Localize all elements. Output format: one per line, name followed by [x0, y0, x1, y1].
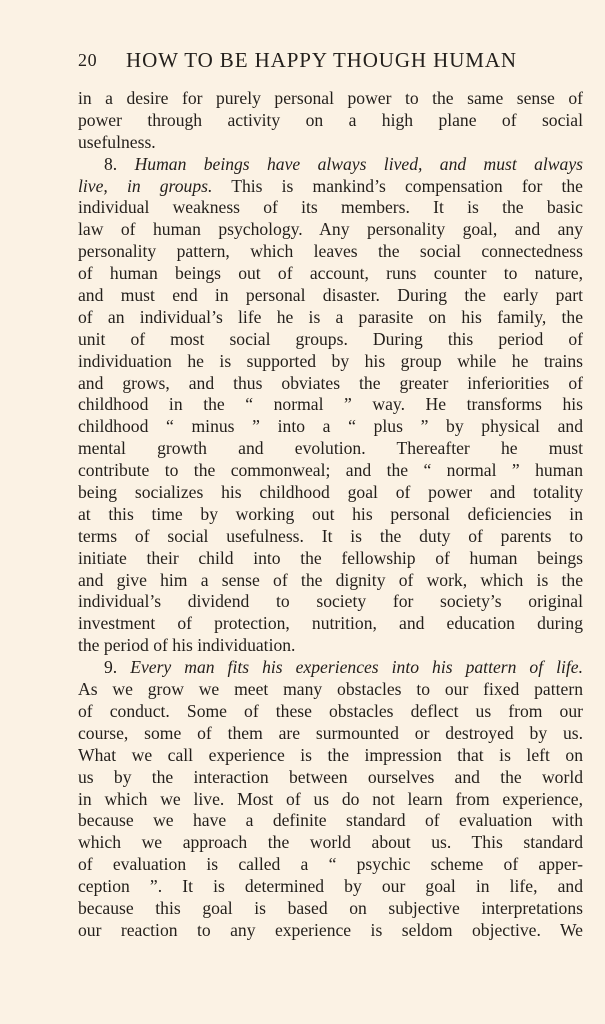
- text-line: power through activity on a high plane of social: [78, 109, 583, 130]
- text-line: individual weakness of its members. It is the basic: [78, 197, 583, 218]
- text-line: usefulness.: [78, 131, 156, 152]
- text-line: of an individual’s life he is a parasite on his family, the: [78, 306, 583, 327]
- text-line: ception ”. It is determined by our goal in life, and: [78, 876, 583, 897]
- paragraph-number: 9.: [104, 657, 118, 678]
- text-line: investment of protection, nutrition, and education during: [78, 613, 583, 634]
- italic-phrase: Every man fits his experiences into his pattern of life.: [130, 657, 583, 678]
- text-line: and grows, and thus obviates the greater inferiorities of: [78, 372, 583, 393]
- text-line: of evaluation is called a “ psychic scheme of apper-: [78, 854, 583, 875]
- text-line: mental growth and evolution. Thereafter he must: [78, 438, 583, 459]
- text-line: childhood “ minus ” into a “ plus ” by physical and: [78, 416, 583, 437]
- italic-phrase: and must always: [439, 153, 583, 174]
- text-line: [78, 176, 583, 198]
- page-number: 20: [78, 50, 98, 70]
- italic-phrase: in groups.: [126, 175, 213, 196]
- text-line: [78, 154, 583, 176]
- text-line: law of human psychology. Any personality goal, and any: [78, 219, 583, 240]
- text-line: and must end in personal disaster. During the early part: [78, 285, 583, 306]
- text-line: the period of his individuation.: [78, 635, 296, 656]
- text-line: because this goal is based on subjective interpretations: [78, 897, 583, 918]
- text-line: contribute to the commonweal; and the “ normal ” human: [78, 460, 583, 481]
- body-text: [78, 88, 583, 942]
- text-line: unit of most social groups. During this period of: [78, 328, 583, 349]
- text-line: of conduct. Some of these obstacles deflect us from our: [78, 700, 583, 721]
- text-line: course, some of them are surmounted or destroyed by us.: [78, 722, 583, 743]
- text-line: As we grow we meet many obstacles to our fixed pattern: [78, 679, 583, 700]
- text-line: being socializes his childhood goal of power and totality: [78, 482, 583, 503]
- text-line: initiate their child into the fellowship of human beings: [78, 547, 583, 568]
- text-line: terms of social usefulness. It is the duty of parents to: [78, 525, 583, 546]
- text-line: and give him a sense of the dignity of work, which is the: [78, 569, 583, 590]
- running-title: HOW TO BE HAPPY THOUGH HUMAN: [126, 48, 517, 72]
- text-line: our reaction to any experience is seldom objective. We: [78, 919, 583, 940]
- text-line: us by the interaction between ourselves and the world: [78, 766, 583, 787]
- text-line: childhood in the “ normal ” way. He transforms his: [78, 394, 583, 415]
- paragraph-number: 8.: [104, 153, 118, 174]
- text-line: because we have a definite standard of evaluation with: [78, 810, 583, 831]
- text-line: personality pattern, which leaves the social connectedness: [78, 241, 583, 262]
- text-line: [78, 657, 583, 679]
- text-line: at this time by working out his personal deficiencies in: [78, 503, 583, 524]
- text-line: in a desire for purely personal power to the same sense of: [78, 88, 583, 108]
- text-line: in which we live. Most of us do not learn from experience,: [78, 788, 583, 809]
- text-fragment: This is mankind’s compensation for the: [231, 175, 583, 196]
- text-line: What we call experience is the impression that is left on: [78, 744, 583, 765]
- running-head: [78, 46, 580, 80]
- italic-phrase: Human beings have always lived,: [134, 153, 423, 174]
- italic-phrase: live,: [78, 175, 108, 196]
- text-line: of human beings out of account, runs counter to nature,: [78, 263, 583, 284]
- text-line: individual’s dividend to society for society’s original: [78, 591, 583, 612]
- text-line: individuation he is supported by his group while he trains: [78, 350, 583, 371]
- text-line: which we approach the world about us. This standard: [78, 832, 583, 853]
